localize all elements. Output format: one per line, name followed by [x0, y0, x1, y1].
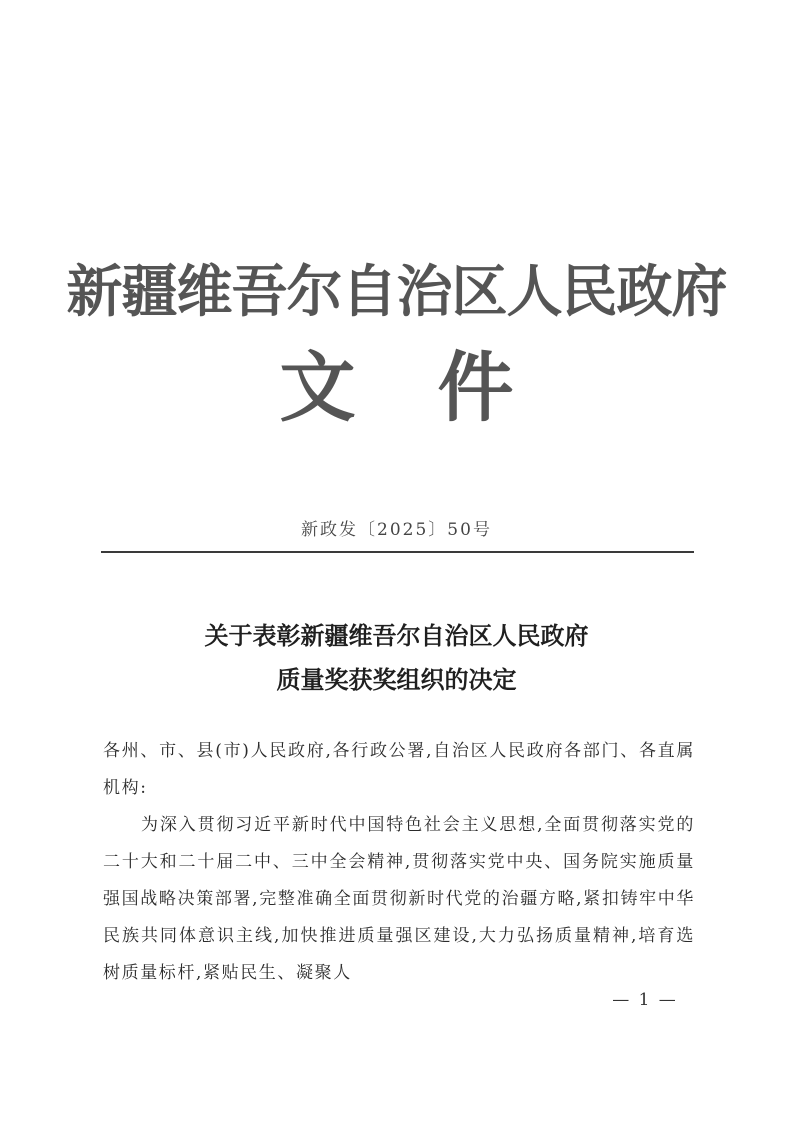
- document-title-line-2: 质量奖获奖组织的决定: [276, 665, 517, 694]
- issuer-name: 新疆维吾尔自治区人民政府: [66, 259, 727, 325]
- page-number: — 1 —: [612, 990, 678, 1010]
- document-body: [103, 733, 695, 992]
- document-title-line-1: 关于表彰新疆维吾尔自治区人民政府: [204, 621, 589, 650]
- body-paragraph: 为深入贯彻习近平新时代中国特色社会主义思想,全面贯彻落实党的二十大和二十届二中、三中全会精神,贯彻落实党中央、国务院实施质量强国战略决策部署,完整准确全面贯彻新时代党的治疆方略,紧扣铸牢中华民族共同体意识主线,加快推进质量强区建设,大力弘扬质量精神,培育选树质量标杆,紧贴民生、凝聚人: [103, 815, 695, 983]
- addressee: 各州、市、县(市)人民政府,各行政公署,自治区人民政府各部门、各直属机构:: [103, 741, 695, 798]
- document-type: 文件: [279, 343, 596, 432]
- document-number: 新政发〔2025〕50号: [301, 520, 492, 540]
- document-title: [0, 614, 793, 702]
- header-divider: [101, 551, 694, 553]
